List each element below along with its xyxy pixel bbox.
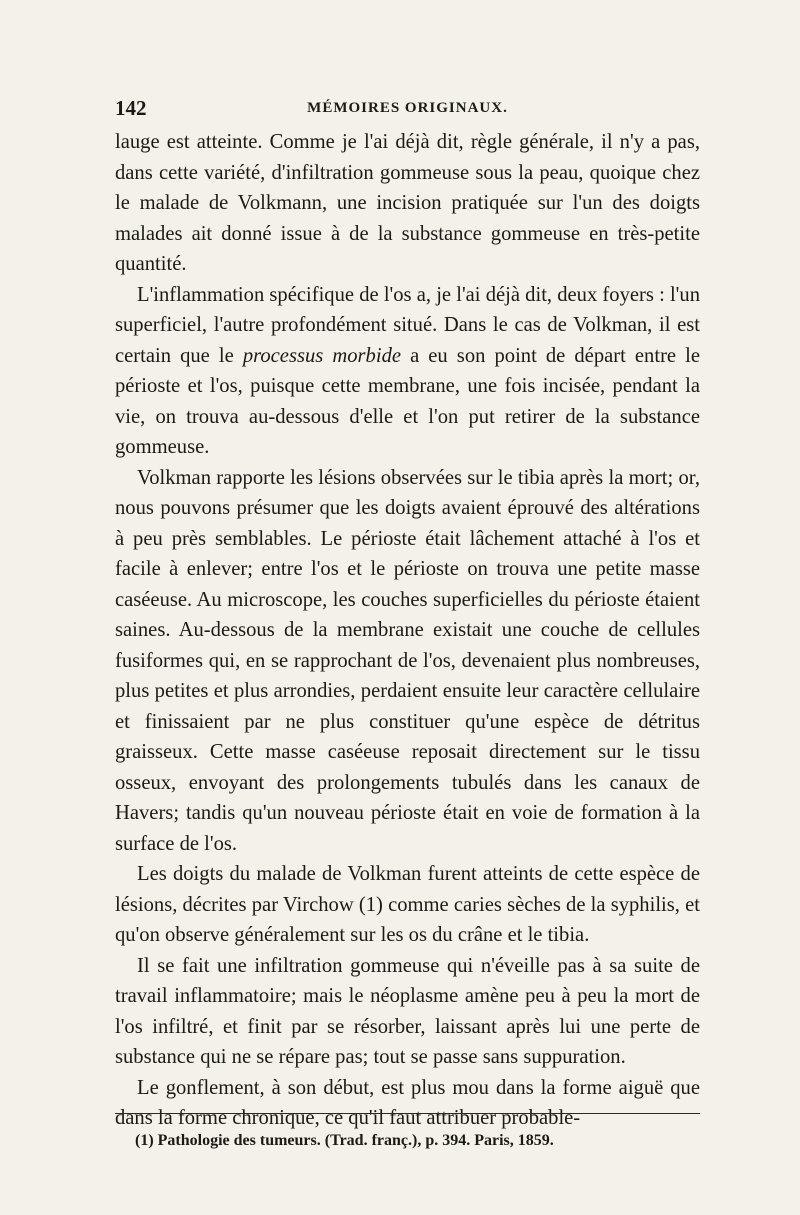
- paragraph-text: Le gonflement, à son début, est plus mou dans la forme aiguë que dans la forme chronique, ce qu'il faut attribuer probable-: [115, 1076, 700, 1129]
- italic-term: processus morbide: [242, 344, 402, 367]
- paragraph: [115, 127, 700, 280]
- paragraph: [115, 280, 700, 463]
- paragraph-text: L'inflammation spécifique de l'os a, je l'ai déjà dit, deux foyers : l'un superficiel, l'autre profondément situé. Dans le cas de Volkman, il est certain que le: [115, 283, 700, 367]
- footnote: (1) Pathologie des tumeurs. (Trad. franç.), p. 394. Paris, 1859.: [135, 1132, 554, 1149]
- paragraph: [115, 951, 700, 1073]
- running-head: MÉMOIRES ORIGINAUX.: [307, 100, 508, 116]
- page-number: 142: [115, 96, 147, 120]
- paragraph: [115, 1073, 700, 1134]
- page-header: [115, 96, 700, 126]
- paragraph-text: Il se fait une infiltration gommeuse qui n'éveille pas à sa suite de travail inflammatoire; mais le néoplasme amène peu à peu la mort de l'os infiltré, et finit par se résorber, laissant après lui une perte de substance qui ne se répare pas; tout se passe sans suppuration.: [115, 954, 700, 1068]
- paragraph: [115, 463, 700, 860]
- paragraph-text: lauge est atteinte. Comme je l'ai déjà dit, règle générale, il n'y a pas, dans cette variété, d'infiltration gommeuse sous la peau, quoique chez le malade de Volkmann, une incision pratiquée sur l'un des doigts malades ait donné issue à de la substance gommeuse en très-petite quantité.: [115, 131, 700, 275]
- body-text: [115, 127, 700, 1134]
- paragraph: [115, 859, 700, 951]
- paragraph-text: Volkman rapporte les lésions observées sur le tibia après la mort; or, nous pouvons présumer que les doigts avaient éprouvé des altérations à peu près semblables. Le périoste était lâchement attaché à l'os et facile à enlever; entre l'os et le périoste on trouva une petite masse caséeuse. Au microscope, les couches superficielles du périoste étaient saines. Au-dessous de la membrane existait une couche de cellules fusiformes qui, en se rapprochant de l'os, devenaient plus nombreuses, plus petites et plus arrondies, perdaient ensuite leur caractère cellulaire et finissaient par ne plus constituer qu'une espèce de détritus graisseux. Cette masse caséeuse reposait directement sur le tissu osseux, envoyant des prolongements tubulés dans les canaux de Havers; tandis qu'un nouveau périoste était en voie de formation à la surface de l'os.: [115, 466, 700, 855]
- footnote-divider: [115, 1113, 700, 1114]
- paragraph-text: Les doigts du malade de Volkman furent atteints de cette espèce de lésions, décrites par Virchow (1) comme caries sèches de la syphilis, et qu'on observe généralement sur les os du crâne et le tibia.: [115, 863, 700, 946]
- paragraph-text: a eu son point de départ entre le périoste et l'os, puisque cette membrane, une fois incisée, pendant la vie, on trouva au-dessous d'elle et l'on put retirer de la substance gommeuse.: [115, 344, 700, 458]
